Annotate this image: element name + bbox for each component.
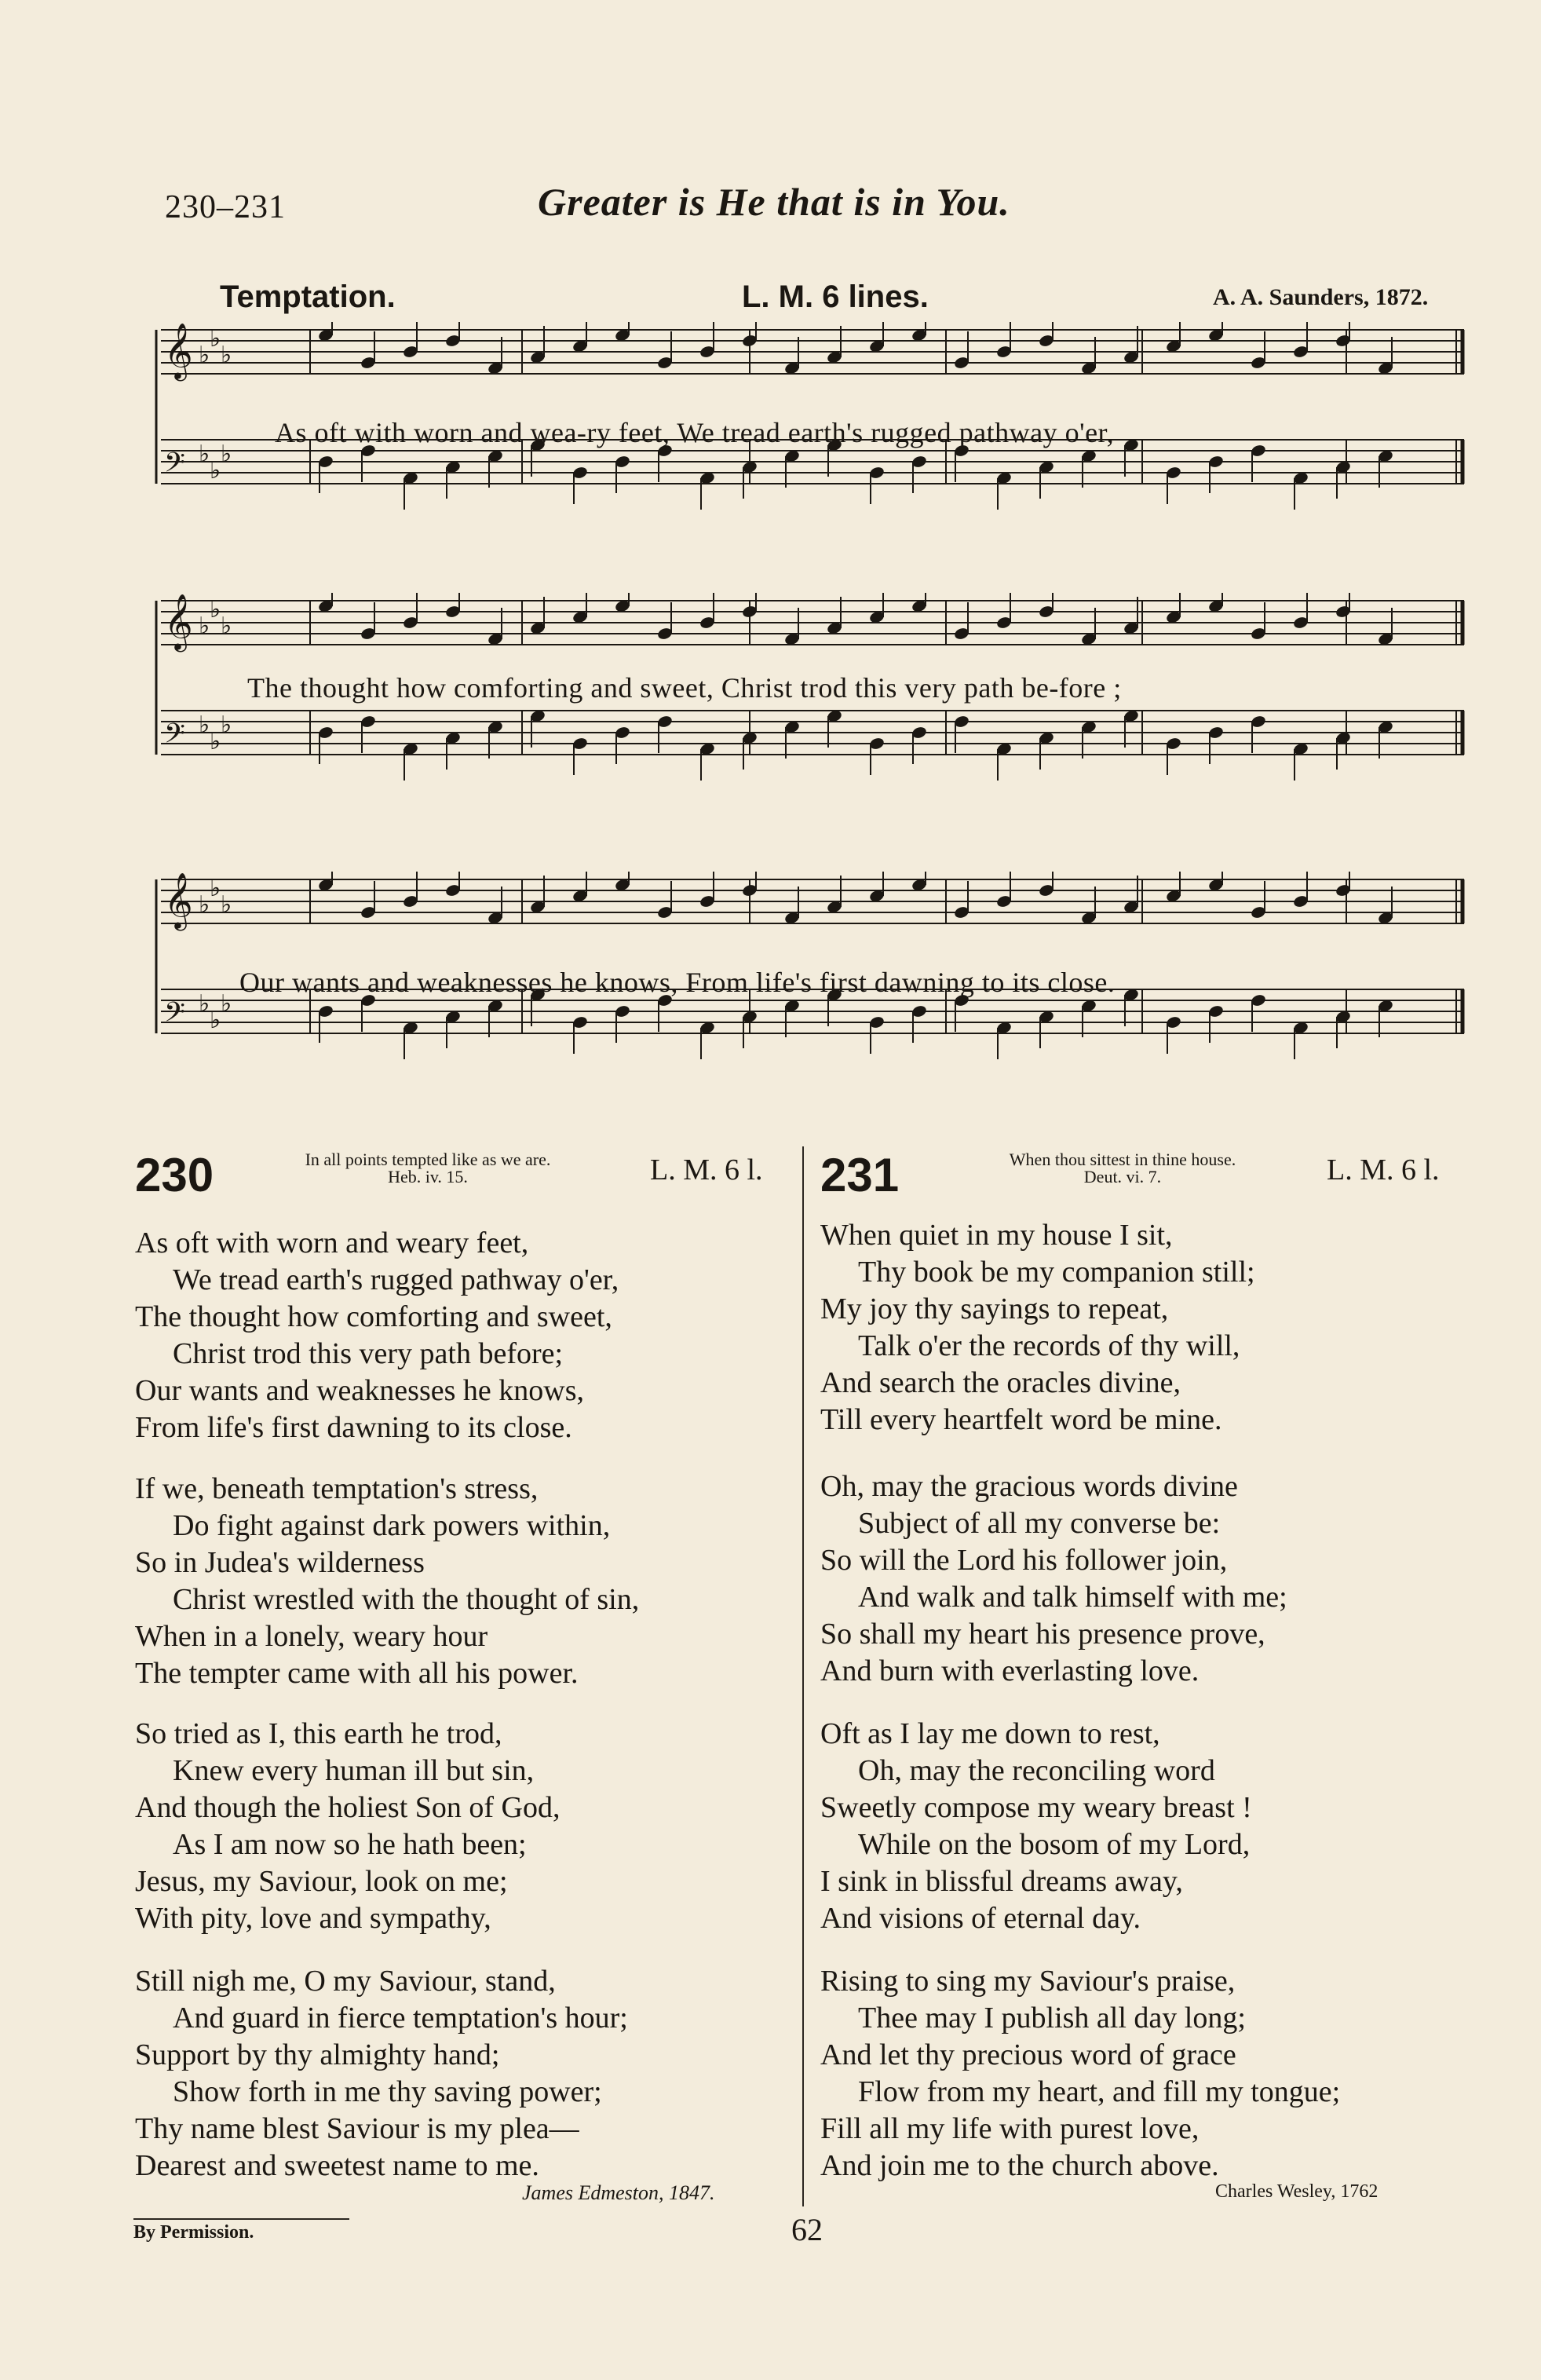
verse-line: And guard in fierce temptation's hour; — [173, 2002, 628, 2035]
flat-icon: ♭ — [210, 457, 221, 484]
verse-line: Show forth in me thy saving power; — [173, 2075, 602, 2108]
verse-line: If we, beneath temptation's stress, — [135, 1472, 539, 1505]
flat-icon: ♭ — [199, 711, 210, 739]
verse-line: Do fight against dark powers within, — [173, 1509, 611, 1542]
permission-note: By Permission. — [133, 2222, 254, 2243]
verse-line: Oh, may the reconciling word — [858, 1754, 1215, 1787]
flat-icon: ♭ — [199, 342, 210, 369]
verse-line: From life's first dawning to its close. — [135, 1411, 572, 1444]
hymn-author: Charles Wesley, 1762 — [1215, 2181, 1379, 2202]
verse-line: And search the oracles divine, — [820, 1366, 1181, 1399]
column-divider — [802, 1146, 804, 2206]
page-number: 62 — [791, 2212, 823, 2247]
hymn-scripture — [224, 1151, 632, 1186]
stanza — [135, 1471, 639, 1692]
verse-line: Jesus, my Saviour, look on me; — [135, 1865, 508, 1898]
verse-line: And join me to the church above. — [820, 2149, 1219, 2182]
lyric-line-1: As oft with worn and wea-ry feet, We tread earth's rugged pathway o'er, — [275, 417, 1115, 448]
verse-line: We tread earth's rugged pathway o'er, — [173, 1263, 619, 1296]
tune-meter: L. M. 6 lines. — [742, 280, 929, 314]
hymn-number: 231 — [820, 1149, 900, 1201]
flat-icon: ♭ — [210, 596, 221, 623]
flat-icon: ♭ — [221, 711, 232, 739]
tune-composer: A. A. Saunders, 1872. — [1213, 284, 1429, 310]
hymn-author: James Edmeston, 1847. — [522, 2181, 715, 2204]
stanza — [820, 1716, 1252, 1937]
verse-line: As I am now so he hath been; — [173, 1828, 527, 1861]
stanza — [135, 1716, 560, 1937]
verse-line: Thy book be my companion still; — [858, 1256, 1255, 1289]
scripture-text: When thou sittest in thine house. — [1009, 1150, 1236, 1169]
verse-line: As oft with worn and weary feet, — [135, 1227, 529, 1259]
flat-icon: ♭ — [221, 342, 232, 369]
stanza — [135, 1225, 619, 1446]
verse-line: And though the holiest Son of God, — [135, 1791, 561, 1824]
verse-line: And let thy precious word of grace — [820, 2038, 1236, 2071]
verse-line: So shall my heart his presence prove, — [820, 1618, 1265, 1651]
verse-line: Talk o'er the records of thy will, — [858, 1329, 1240, 1362]
verse-line: Oh, may the gracious words divine — [820, 1470, 1238, 1503]
verse-line: And visions of eternal day. — [820, 1902, 1141, 1935]
scripture-ref: Heb. iv. 15. — [388, 1167, 468, 1186]
verse-line: Knew every human ill but sin, — [173, 1754, 535, 1787]
hymn-meter: L. M. 6 l. — [1327, 1153, 1440, 1186]
music-system-3 — [153, 872, 1480, 1099]
page-range: 230–231 — [165, 189, 286, 225]
flat-icon: ♭ — [210, 1007, 221, 1034]
flat-icon: ♭ — [221, 891, 232, 919]
verse-line: So will the Lord his follower join, — [820, 1544, 1228, 1577]
verse-line: Oft as I lay me down to rest, — [820, 1717, 1160, 1750]
verse-line: Flow from my heart, and fill my tongue; — [858, 2075, 1341, 2108]
stanza — [135, 1963, 628, 2184]
verse-line: Our wants and weaknesses he knows, — [135, 1374, 584, 1407]
flat-icon: ♭ — [210, 728, 221, 755]
tune-name: Temptation. — [220, 280, 396, 314]
verse-line: So in Judea's wilderness — [135, 1546, 425, 1579]
lyric-line-2: The thought how comforting and sweet, Christ trod this very path be-fore ; — [247, 672, 1122, 704]
flat-icon: ♭ — [210, 325, 221, 353]
stanza — [820, 1963, 1340, 2184]
flat-icon: ♭ — [199, 990, 210, 1018]
flat-icon: ♭ — [221, 612, 232, 640]
verse-line: My joy thy sayings to repeat, — [820, 1292, 1169, 1325]
flat-icon: ♭ — [210, 875, 221, 902]
verse-line: The thought how comforting and sweet, — [135, 1300, 612, 1333]
verse-line: I sink in blissful dreams away, — [820, 1865, 1183, 1898]
treble-clef-icon: 𝄞 — [164, 593, 193, 650]
music-system-1 — [153, 322, 1480, 534]
verse-line: Support by thy almighty hand; — [135, 2038, 500, 2071]
bass-clef-icon: 𝄢 — [164, 446, 186, 485]
verse-line: Dearest and sweetest name to me. — [135, 2149, 539, 2182]
treble-clef-icon: 𝄞 — [164, 872, 193, 929]
treble-clef-icon: 𝄞 — [164, 322, 193, 379]
verse-line: With pity, love and sympathy, — [135, 1902, 491, 1935]
flat-icon: ♭ — [221, 990, 232, 1018]
verse-line: Still nigh me, O my Saviour, stand, — [135, 1965, 556, 1998]
verse-line: Thy name blest Saviour is my plea— — [135, 2112, 579, 2145]
hymn-number: 230 — [135, 1149, 214, 1201]
verse-line: Subject of all my converse be: — [858, 1507, 1221, 1540]
stanza — [820, 1468, 1287, 1690]
verse-line: So tried as I, this earth he trod, — [135, 1717, 502, 1750]
verse-line: When in a lonely, weary hour — [135, 1620, 488, 1653]
verse-line: Sweetly compose my weary breast ! — [820, 1791, 1252, 1824]
hymn-scripture — [926, 1151, 1319, 1186]
music-system-2 — [153, 593, 1480, 805]
verse-line: And burn with everlasting love. — [820, 1654, 1200, 1687]
bass-clef-icon: 𝄢 — [164, 717, 186, 756]
verse-line: Fill all my life with purest love, — [820, 2112, 1200, 2145]
verse-line: The tempter came with all his power. — [135, 1657, 579, 1690]
verse-line: Christ wrestled with the thought of sin, — [173, 1583, 640, 1616]
verse-line: Till every heartfelt word be mine. — [820, 1403, 1222, 1436]
scripture-text: In all points tempted like as we are. — [305, 1150, 551, 1169]
verse-line: While on the bosom of my Lord, — [858, 1828, 1251, 1861]
footer-rule — [133, 2218, 349, 2220]
flat-icon: ♭ — [199, 891, 210, 919]
flat-icon: ♭ — [199, 441, 210, 468]
lyric-line-3: Our wants and weaknesses he knows, From life's first dawning to its close. — [239, 967, 1116, 998]
verse-line: Thee may I publish all day long; — [858, 2002, 1246, 2035]
verse-line: Rising to sing my Saviour's praise, — [820, 1965, 1236, 1998]
stanza — [820, 1217, 1255, 1439]
verse-line: Christ trod this very path before; — [173, 1337, 564, 1370]
scripture-ref: Deut. vi. 7. — [1083, 1167, 1162, 1186]
flat-icon: ♭ — [221, 441, 232, 468]
running-title: Greater is He that is in You. — [538, 180, 1010, 224]
flat-icon: ♭ — [199, 612, 210, 640]
bass-clef-icon: 𝄢 — [164, 996, 186, 1035]
verse-line: When quiet in my house I sit, — [820, 1219, 1173, 1252]
hymn-meter: L. M. 6 l. — [650, 1153, 763, 1186]
verse-line: And walk and talk himself with me; — [858, 1581, 1287, 1614]
